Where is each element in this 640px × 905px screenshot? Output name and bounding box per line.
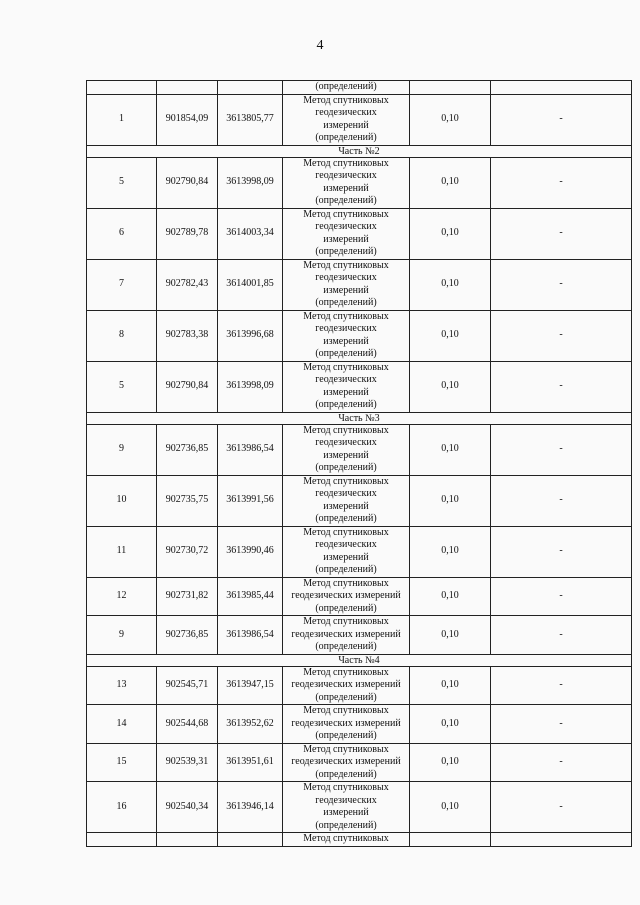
- method-line: геодезических измерений: [291, 590, 401, 601]
- cell-description: -: [491, 577, 632, 616]
- cell-x: 902540,34: [157, 782, 218, 833]
- cell-y: 3613946,14: [218, 782, 283, 833]
- cell-x: 902790,84: [157, 361, 218, 412]
- part-label: Часть №4: [87, 654, 632, 666]
- table-row: [87, 577, 632, 616]
- table-row: [87, 157, 632, 208]
- table-row: [87, 259, 632, 310]
- method-line: измерений: [323, 500, 369, 512]
- method-line: геодезических измерений: [291, 679, 401, 690]
- cell-method: [283, 743, 410, 782]
- cell-y: 3613947,15: [218, 666, 283, 705]
- method-line: Метод спутниковых: [303, 577, 389, 589]
- cell-x: 902539,31: [157, 743, 218, 782]
- cell-method: [283, 526, 410, 577]
- method-line: (определений): [315, 462, 377, 473]
- cell-x: 901854,09: [157, 94, 218, 145]
- method-line: (определений): [315, 195, 377, 206]
- method-line: Метод спутниковых: [303, 424, 389, 436]
- cell-accuracy: 0,10: [410, 475, 491, 526]
- cell-y: [218, 833, 283, 847]
- cell-x: 902735,75: [157, 475, 218, 526]
- method-line: (определений): [315, 691, 377, 703]
- cell-method: [283, 310, 410, 361]
- cell-method: [283, 259, 410, 310]
- cell-x: 902730,72: [157, 526, 218, 577]
- cell-accuracy: 0,10: [410, 666, 491, 705]
- cell-description: [491, 833, 632, 847]
- cell-description: -: [491, 782, 632, 833]
- cell-accuracy: 0,10: [410, 705, 491, 744]
- part-header-row: [87, 145, 632, 157]
- method-line: измерений: [323, 807, 369, 818]
- cell-y: 3614001,85: [218, 259, 283, 310]
- method-line: измерений: [323, 551, 369, 563]
- table-row-fragment: [87, 833, 632, 847]
- method-line: (определений): [315, 246, 377, 257]
- cell-point: 5: [87, 361, 157, 412]
- cell-point: 9: [87, 424, 157, 475]
- method-line: геодезических измерений: [291, 756, 401, 767]
- cell-accuracy: [410, 833, 491, 847]
- cell-x: 902544,68: [157, 705, 218, 744]
- cell-description: -: [491, 157, 632, 208]
- cell-point: 11: [87, 526, 157, 577]
- cell-x: 902790,84: [157, 157, 218, 208]
- cell-x: 902789,78: [157, 208, 218, 259]
- method-line: (определений): [315, 641, 377, 652]
- cell-point: 15: [87, 743, 157, 782]
- cell-method: [283, 208, 410, 259]
- cell-point: 10: [87, 475, 157, 526]
- cell-method: [283, 475, 410, 526]
- cell-method: [283, 616, 410, 655]
- method-line: (определений): [315, 513, 377, 524]
- method-line: измерений: [323, 182, 369, 194]
- cell-point: 14: [87, 705, 157, 744]
- cell-accuracy: 0,10: [410, 208, 491, 259]
- method-line: геодезических: [315, 221, 377, 232]
- cell-x: 902736,85: [157, 616, 218, 655]
- method-line: геодезических: [315, 794, 377, 806]
- cell-description: -: [491, 310, 632, 361]
- method-line: измерений: [323, 335, 369, 347]
- method-line: геодезических: [315, 272, 377, 283]
- cell-y: 3613996,68: [218, 310, 283, 361]
- method-line: (определений): [315, 602, 377, 614]
- method-line: (определений): [315, 819, 377, 831]
- cell-method: [283, 157, 410, 208]
- method-line: Метод спутниковых: [303, 782, 389, 793]
- page-number: 4: [316, 38, 324, 53]
- cell-point: 16: [87, 782, 157, 833]
- coordinates-table: [86, 80, 632, 847]
- cell-description: -: [491, 705, 632, 744]
- cell-y: 3613986,54: [218, 424, 283, 475]
- method-line: геодезических: [315, 374, 377, 385]
- table-row: [87, 526, 632, 577]
- cell-x: 902783,38: [157, 310, 218, 361]
- cell-point: [87, 81, 157, 95]
- cell-y: 3613991,56: [218, 475, 283, 526]
- cell-description: -: [491, 94, 632, 145]
- cell-method: [283, 424, 410, 475]
- table-row: [87, 424, 632, 475]
- method-line: геодезических: [315, 170, 377, 181]
- method-line: (определений): [315, 348, 377, 359]
- cell-point: 12: [87, 577, 157, 616]
- cell-method: (определений): [283, 81, 410, 95]
- table-row-continuation: [87, 81, 632, 95]
- cell-description: -: [491, 259, 632, 310]
- cell-accuracy: [410, 81, 491, 95]
- cell-description: -: [491, 666, 632, 705]
- cell-y: 3613998,09: [218, 157, 283, 208]
- cell-point: 7: [87, 259, 157, 310]
- method-line: (определений): [315, 730, 377, 741]
- method-line: геодезических измерений: [291, 628, 401, 640]
- cell-description: [491, 81, 632, 95]
- cell-y: 3614003,34: [218, 208, 283, 259]
- method-line: (определений): [315, 297, 377, 308]
- cell-point: 6: [87, 208, 157, 259]
- cell-accuracy: 0,10: [410, 526, 491, 577]
- table-row: [87, 782, 632, 833]
- method-line: Метод спутниковых: [303, 259, 389, 271]
- method-line: (определений): [315, 564, 377, 575]
- part-label: Часть №3: [87, 412, 632, 424]
- cell-description: -: [491, 743, 632, 782]
- method-line: измерений: [323, 233, 369, 245]
- method-line: измерений: [323, 386, 369, 398]
- cell-accuracy: 0,10: [410, 616, 491, 655]
- method-line: геодезических: [315, 437, 377, 448]
- cell-accuracy: 0,10: [410, 157, 491, 208]
- part-label: Часть №2: [87, 145, 632, 157]
- cell-x: 902731,82: [157, 577, 218, 616]
- method-line: Метод спутниковых: [303, 616, 389, 627]
- cell-accuracy: 0,10: [410, 310, 491, 361]
- cell-y: 3613805,77: [218, 94, 283, 145]
- cell-method: [283, 705, 410, 744]
- table-row: [87, 361, 632, 412]
- table-row: [87, 94, 632, 145]
- cell-point: 13: [87, 666, 157, 705]
- cell-point: 5: [87, 157, 157, 208]
- cell-x: [157, 81, 218, 95]
- method-line: Метод спутниковых: [303, 475, 389, 487]
- table-row: [87, 310, 632, 361]
- method-line: Метод спутниковых: [303, 833, 389, 844]
- cell-accuracy: 0,10: [410, 361, 491, 412]
- table-row: [87, 616, 632, 655]
- method-line: измерений: [323, 119, 369, 131]
- table-row: [87, 743, 632, 782]
- method-line: (определений): [315, 132, 377, 143]
- method-line: (определений): [315, 399, 377, 410]
- cell-method: [283, 833, 410, 847]
- method-line: геодезических: [315, 488, 377, 499]
- method-line: Метод спутниковых: [303, 310, 389, 322]
- cell-description: -: [491, 475, 632, 526]
- cell-method: [283, 94, 410, 145]
- method-line: Метод спутниковых: [303, 208, 389, 220]
- cell-method: [283, 361, 410, 412]
- cell-accuracy: 0,10: [410, 424, 491, 475]
- method-line: Метод спутниковых: [303, 157, 389, 169]
- cell-x: [157, 833, 218, 847]
- cell-description: -: [491, 616, 632, 655]
- cell-accuracy: 0,10: [410, 94, 491, 145]
- table-row: [87, 666, 632, 705]
- cell-description: -: [491, 526, 632, 577]
- cell-accuracy: 0,10: [410, 577, 491, 616]
- cell-y: 3613998,09: [218, 361, 283, 412]
- method-line: измерений: [323, 284, 369, 296]
- table-row: [87, 475, 632, 526]
- method-line: геодезических: [315, 539, 377, 550]
- cell-x: 902782,43: [157, 259, 218, 310]
- method-line: геодезических: [315, 107, 377, 118]
- cell-method: [283, 577, 410, 616]
- cell-y: [218, 81, 283, 95]
- cell-description: -: [491, 424, 632, 475]
- method-line: измерений: [323, 449, 369, 461]
- part-header-row: [87, 412, 632, 424]
- part-header-row: [87, 654, 632, 666]
- method-line: Метод спутниковых: [303, 526, 389, 538]
- method-line: геодезических: [315, 323, 377, 334]
- cell-accuracy: 0,10: [410, 743, 491, 782]
- table-row: [87, 705, 632, 744]
- cell-point: 1: [87, 94, 157, 145]
- cell-y: 3613952,62: [218, 705, 283, 744]
- method-line: (определений): [315, 768, 377, 780]
- method-line: Метод спутниковых: [303, 705, 389, 716]
- method-line: Метод спутниковых: [303, 361, 389, 373]
- cell-x: 902545,71: [157, 666, 218, 705]
- cell-point: [87, 833, 157, 847]
- method-line: Метод спутниковых: [303, 666, 389, 678]
- cell-method: [283, 782, 410, 833]
- table-row: [87, 208, 632, 259]
- cell-method: [283, 666, 410, 705]
- cell-accuracy: 0,10: [410, 259, 491, 310]
- cell-accuracy: 0,10: [410, 782, 491, 833]
- cell-description: -: [491, 361, 632, 412]
- method-line: Метод спутниковых: [303, 743, 389, 755]
- cell-x: 902736,85: [157, 424, 218, 475]
- cell-point: 9: [87, 616, 157, 655]
- cell-point: 8: [87, 310, 157, 361]
- cell-description: -: [491, 208, 632, 259]
- method-line: геодезических измерений: [291, 717, 401, 729]
- cell-y: 3613951,61: [218, 743, 283, 782]
- cell-y: 3613985,44: [218, 577, 283, 616]
- cell-y: 3613990,46: [218, 526, 283, 577]
- method-line: Метод спутниковых: [303, 94, 389, 106]
- cell-y: 3613986,54: [218, 616, 283, 655]
